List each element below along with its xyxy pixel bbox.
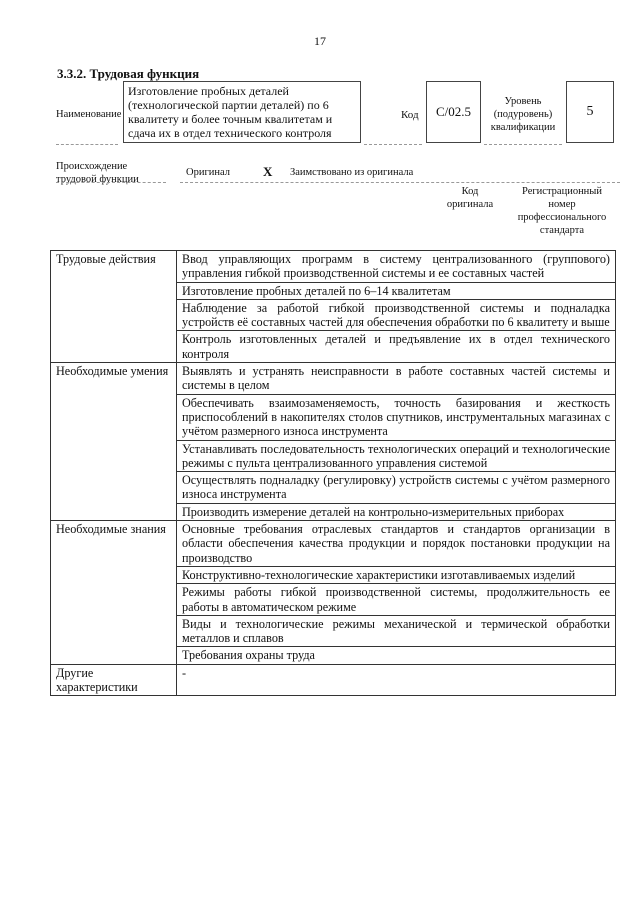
- origin-code-label: Код оригинала: [446, 186, 494, 210]
- knowledge-cell: Виды и технологические режимы механической и термической обработки металлов и сплавов: [177, 615, 616, 647]
- skills-label: Необходимые умения: [51, 363, 177, 521]
- other-characteristics-cell: -: [177, 664, 616, 696]
- labor-action-cell: Наблюдение за работой гибкой производственной системы и подналадка устройств её составных частей для обеспечения обработки по 6 квалитету и выше: [177, 299, 616, 331]
- guide-line: [56, 182, 166, 183]
- qualification-level-box: 5: [566, 81, 614, 143]
- section-title: 3.3.2. Трудовая функция: [57, 66, 200, 81]
- borrowed-label: Заимствовано из оригинала: [290, 167, 414, 178]
- original-label: Оригинал: [186, 167, 230, 178]
- name-label: Наименование: [56, 109, 122, 120]
- skill-cell: Обеспечивать взаимозаменяемость, точность базирования и жесткость приспособлений в накопителях столов спутников, инструментальных магазинах с учётом размерного износа инструмента: [177, 394, 616, 440]
- original-check-mark: X: [263, 164, 273, 179]
- knowledge-cell: Режимы работы гибкой производственной системы, продолжительность ее работы в автоматическом режиме: [177, 584, 616, 616]
- skill-cell: Устанавливать последовательность технологических операций и технологические режимы с пульта централизованного управления системой: [177, 440, 616, 472]
- knowledge-label: Необходимые знания: [51, 521, 177, 665]
- labor-action-cell: Ввод управляющих программ в систему централизованного (группового) управления гибкой производственной системы и ее составных частей: [177, 251, 616, 283]
- labor-action-cell: Контроль изготовленных деталей и предъявление их в отдел технического контроля: [177, 331, 616, 363]
- function-name-box: Изготовление пробных деталей (технологической партии деталей) по 6 квалитету и более точным квалитетам и сдача их в отдел технического контроля: [123, 81, 361, 143]
- guide-line: [364, 144, 422, 145]
- guide-line: [484, 144, 562, 145]
- guide-line: [56, 144, 118, 145]
- qualification-level-label: Уровень (подуровень) квалификации: [490, 96, 556, 133]
- labor-action-cell: Изготовление пробных деталей по 6–14 квалитетам: [177, 282, 616, 299]
- other-characteristics-label: Другие характеристики: [51, 664, 177, 696]
- skill-cell: Осуществлять подналадку (регулировку) устройств системы с учётом размерного износа инструмента: [177, 472, 616, 504]
- code-value-box: C/02.5: [426, 81, 481, 143]
- guide-line: [180, 182, 620, 183]
- table-row: [51, 521, 616, 567]
- code-label: Код: [401, 109, 419, 121]
- page-number: 17: [314, 34, 326, 48]
- table-row: [51, 363, 616, 395]
- knowledge-cell: Основные требования отраслевых стандартов и стандартов организации в области обеспечения качества продукции и порядок постановки продукции на производство: [177, 521, 616, 567]
- registration-number-label: Регистрационный номер профессионального стандарта: [517, 186, 607, 236]
- table-row: [51, 664, 616, 696]
- knowledge-cell: Требования охраны труда: [177, 647, 616, 664]
- skill-cell: Производить измерение деталей на контрольно-измерительных приборах: [177, 503, 616, 520]
- labor-function-table: [50, 250, 616, 696]
- knowledge-cell: Конструктивно-технологические характеристики изготавливаемых изделий: [177, 566, 616, 583]
- labor-actions-label: Трудовые действия: [51, 251, 177, 363]
- skill-cell: Выявлять и устранять неисправности в работе составных частей системы и системы в целом: [177, 363, 616, 395]
- table-row: [51, 251, 616, 283]
- origin-label: Происхождение трудовой функции: [56, 161, 139, 185]
